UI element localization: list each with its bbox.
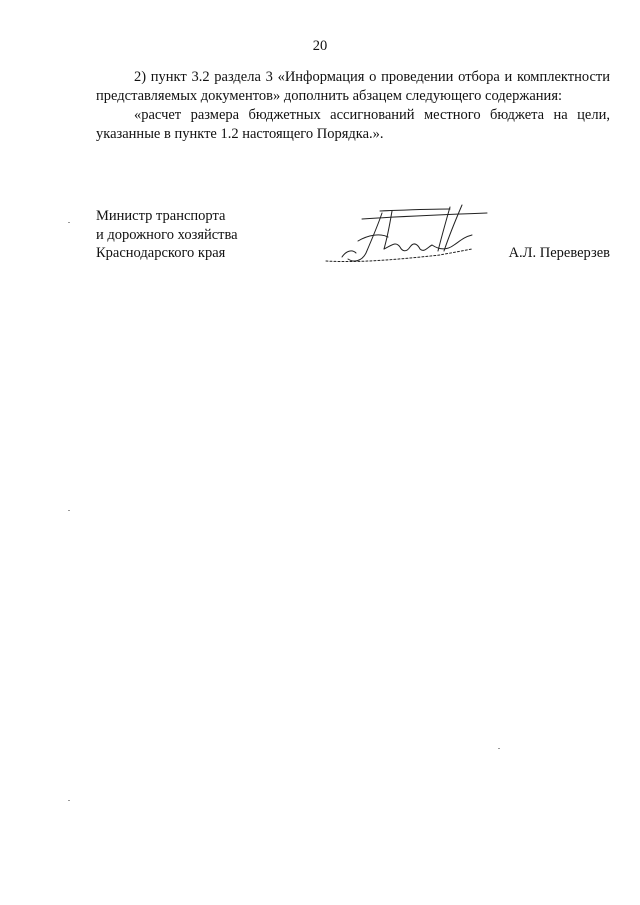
page-number: 20 xyxy=(312,38,328,54)
amendment-text xyxy=(96,68,610,144)
scan-speck xyxy=(68,510,70,511)
signature-block xyxy=(96,207,610,267)
paragraph-amendment: 2) пункт 3.2 раздела 3 «Информация о проведении отбора и комплектности представляемых документов» дополнить абзацем следующего содержания: xyxy=(96,69,610,104)
signer-name: А.Л. Переверзев xyxy=(508,245,610,261)
signer-title-line: Министр транспорта xyxy=(96,208,226,224)
scan-speck xyxy=(68,222,70,223)
handwritten-signature xyxy=(322,201,492,269)
scan-speck xyxy=(68,800,70,801)
signer-title-line: и дорожного хозяйства xyxy=(96,226,238,243)
paragraph-quote: «расчет размера бюджетных ассигнований местного бюджета на цели, указанные в пункте 1.2 настоящего Порядка.». xyxy=(96,107,610,142)
scan-speck xyxy=(498,748,500,749)
signer-title xyxy=(96,207,238,263)
signer-title-line: Краснодарского края xyxy=(96,245,226,261)
